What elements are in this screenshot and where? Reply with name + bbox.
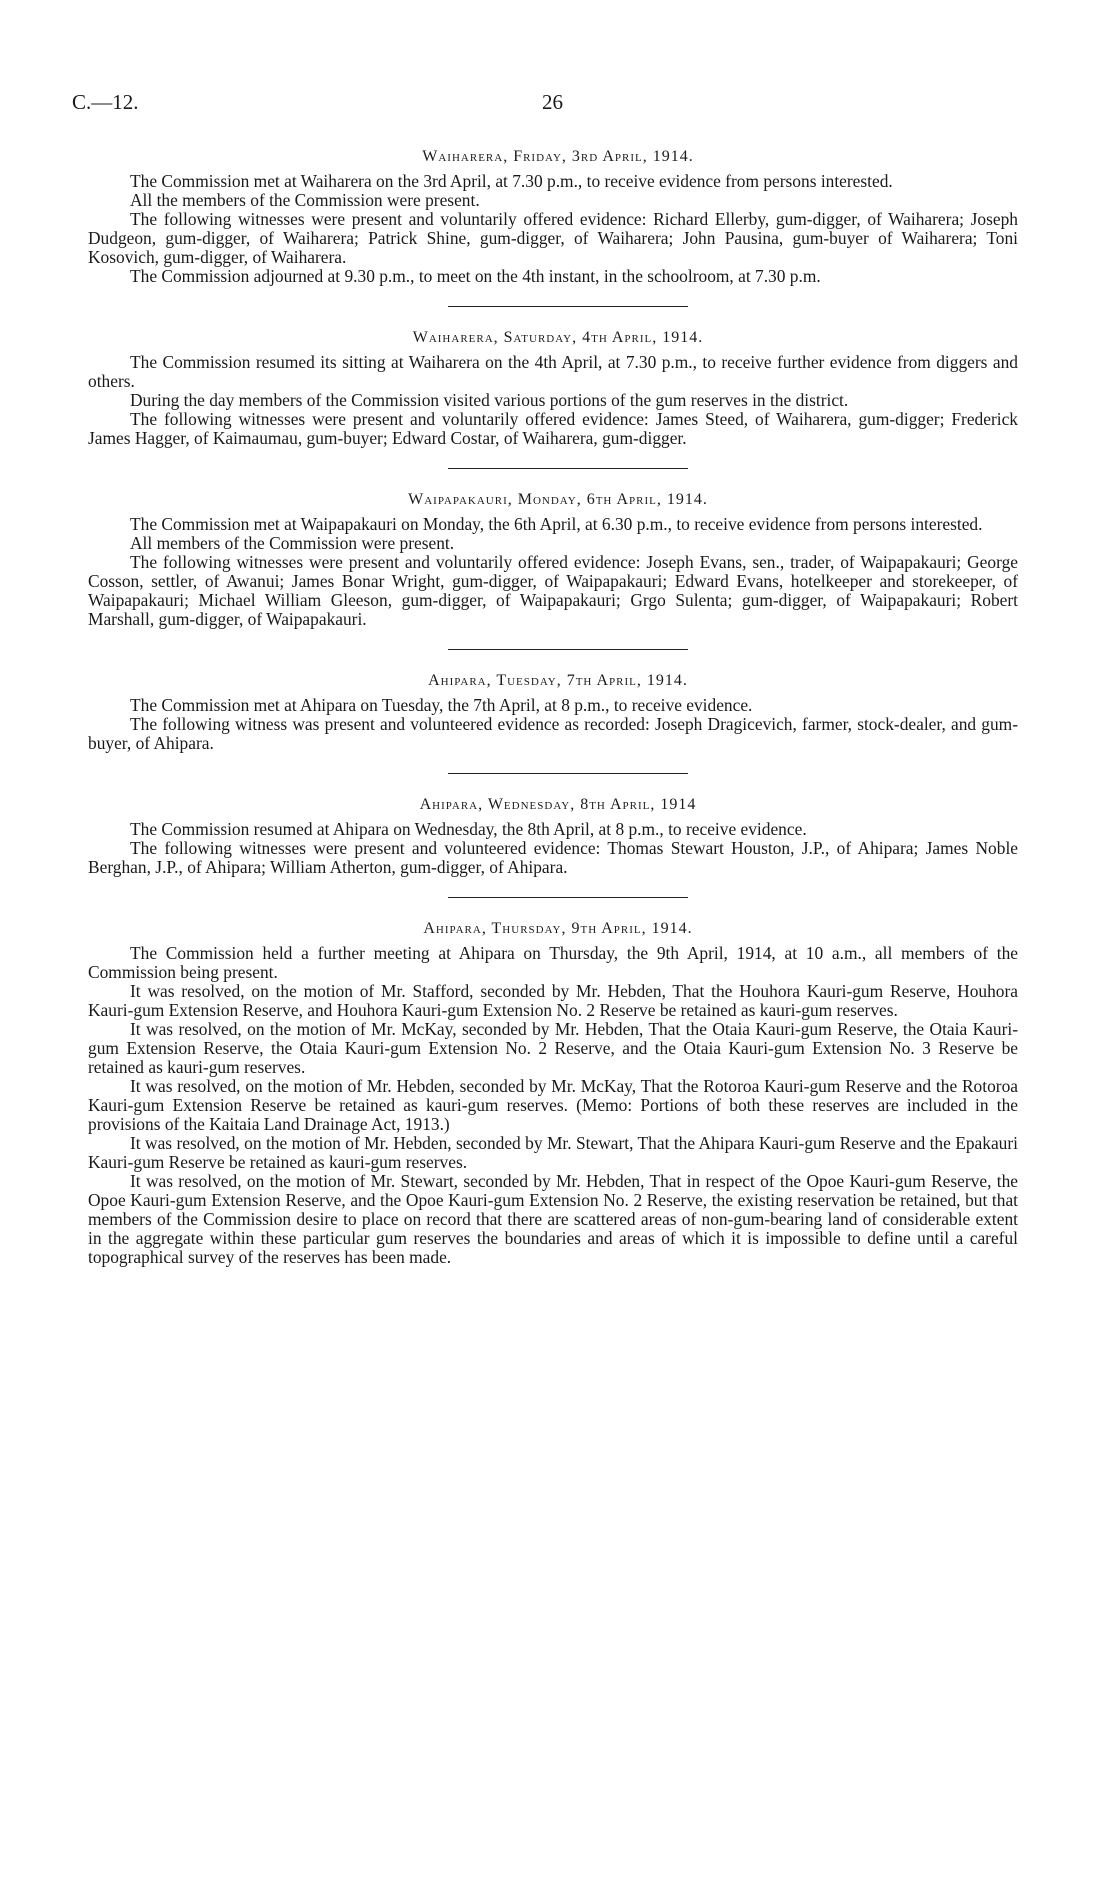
section-heading: Waipapakauri, Monday, 6th April, 1914. [408, 491, 708, 508]
paragraph: The Commission met at Waiharera on the 3rd April, at 7.30 p.m., to receive evidence from persons interested. [130, 171, 893, 191]
paragraph: During the day members of the Commission visited various portions of the gum reserves in the district. [130, 390, 849, 410]
section-heading: Waiharera, Friday, 3rd April, 1914. [422, 148, 694, 165]
paragraph: The following witnesses were present and voluntarily offered evidence: Richard Ellerby, gum-digger, of Waiharera; Joseph Dudgeon, gum-digger, of Waiharera; Patrick Shine, gum-digger, of Waiharera; John Pausina, gum-buyer of Waiharera; Toni Kosovich, gum-digger, of Waiharera. [88, 209, 1018, 267]
section-ahipara-7th [88, 672, 1018, 753]
paragraph: The Commission met at Ahipara on Tuesday, the 7th April, at 8 p.m., to receive evidence. [130, 695, 753, 715]
section-divider [448, 468, 688, 469]
page-header [72, 90, 1032, 130]
section-waiharera-4th [88, 329, 1018, 448]
paragraph: It was resolved, on the motion of Mr. Stewart, seconded by Mr. Hebden, That in respect of the Opoe Kauri-gum Reserve, the Opoe Kauri-gum Extension Reserve, and the Opoe Kauri-gum Extension No. 2 Reserve, the existing reservation be retained, but that members of the Commission desire to place on record that there are scattered areas of non-gum-bearing land of considerable extent in the aggregate within these particular gum reserves the boundaries and areas of which it is impossible to define until a careful topographical survey of the reserves has been made. [88, 1171, 1018, 1267]
paragraph: It was resolved, on the motion of Mr. Hebden, seconded by Mr. Stewart, That the Ahipara Kauri-gum Reserve and the Epakauri Kauri-gum Reserve be retained as kauri-gum reserves. [88, 1133, 1018, 1172]
section-heading: Waiharera, Saturday, 4th April, 1914. [412, 329, 704, 346]
paragraph: The Commission resumed at Ahipara on Wednesday, the 8th April, at 8 p.m., to receive evidence. [130, 819, 807, 839]
paragraph: The Commission resumed its sitting at Waiharera on the 4th April, at 7.30 p.m., to receive further evidence from diggers and others. [88, 352, 1018, 391]
section-heading: Ahipara, Tuesday, 7th April, 1914. [428, 672, 688, 689]
paragraph: The Commission met at Waipapakauri on Monday, the 6th April, at 6.30 p.m., to receive evidence from persons interested. [130, 514, 983, 534]
paragraph: The Commission held a further meeting at Ahipara on Thursday, the 9th April, 1914, at 10 a.m., all members of the Commission being present. [88, 943, 1018, 982]
paragraph: It was resolved, on the motion of Mr. Stafford, seconded by Mr. Hebden, That the Houhora Kauri-gum Reserve, Houhora Kauri-gum Extension Reserve, and Houhora Kauri-gum Extension No. 2 Reserve be retained as kauri-gum reserves. [88, 981, 1018, 1020]
paragraph: All the members of the Commission were present. [130, 190, 480, 210]
paragraph: The Commission adjourned at 9.30 p.m., to meet on the 4th instant, in the schoolroom, at 7.30 p.m. [130, 266, 821, 286]
paragraph: The following witnesses were present and voluntarily offered evidence: James Steed, of Waiharera, gum-digger; Frederick James Hagger, of Kaimaumau, gum-buyer; Edward Costar, of Waiharera, gum-digger. [88, 409, 1018, 448]
section-waiharera-3rd [88, 148, 1018, 286]
document-reference: C.—12. [72, 90, 139, 114]
paragraph: The following witness was present and volunteered evidence as recorded: Joseph Dragicevich, farmer, stock-dealer, and gum-buyer, of Ahipara. [88, 714, 1018, 753]
section-divider [448, 649, 688, 650]
paragraph: It was resolved, on the motion of Mr. McKay, seconded by Mr. Hebden, That the Otaia Kauri-gum Reserve, the Otaia Kauri-gum Extension Reserve, the Otaia Kauri-gum Extension No. 2 Reserve, and the Otaia Kauri-gum Extension No. 3 Reserve be retained as kauri-gum reserves. [88, 1019, 1018, 1077]
minutes-body [88, 148, 1018, 1267]
paragraph: The following witnesses were present and volunteered evidence: Thomas Stewart Houston, J.P., of Ahipara; James Noble Berghan, J.P., of Ahipara; William Atherton, gum-digger, of Ahipara. [88, 838, 1018, 877]
section-heading: Ahipara, Wednesday, 8th April, 1914 [419, 796, 697, 813]
paragraph: All members of the Commission were present. [130, 533, 455, 553]
section-divider [448, 306, 688, 307]
section-ahipara-8th [88, 796, 1018, 877]
paragraph: It was resolved, on the motion of Mr. Hebden, seconded by Mr. McKay, That the Rotoroa Kauri-gum Reserve and the Rotoroa Kauri-gum Extension Reserve be retained as kauri-gum reserves. (Memo: Portions of both these reserves are included in the provisions of the Kaitaia Land Drainage Act, 1913.) [88, 1076, 1018, 1134]
section-heading: Ahipara, Thursday, 9th April, 1914. [423, 920, 693, 937]
section-ahipara-9th [88, 920, 1018, 1267]
section-divider [448, 897, 688, 898]
paragraph: The following witnesses were present and voluntarily offered evidence: Joseph Evans, sen., trader, of Waipapakauri; George Cosson, settler, of Awanui; James Bonar Wright, gum-digger, of Waipapakauri; Edward Evans, hotelkeeper and storekeeper, of Waipapakauri; Michael William Gleeson, gum-digger, of Waipapakauri; Grgo Sulenta; gum-digger, of Waipapakauri; Robert Marshall, gum-digger, of Waipapakauri. [88, 552, 1018, 629]
page-number: 26 [542, 90, 563, 114]
section-divider [448, 773, 688, 774]
section-waipapakauri-6th [88, 491, 1018, 629]
